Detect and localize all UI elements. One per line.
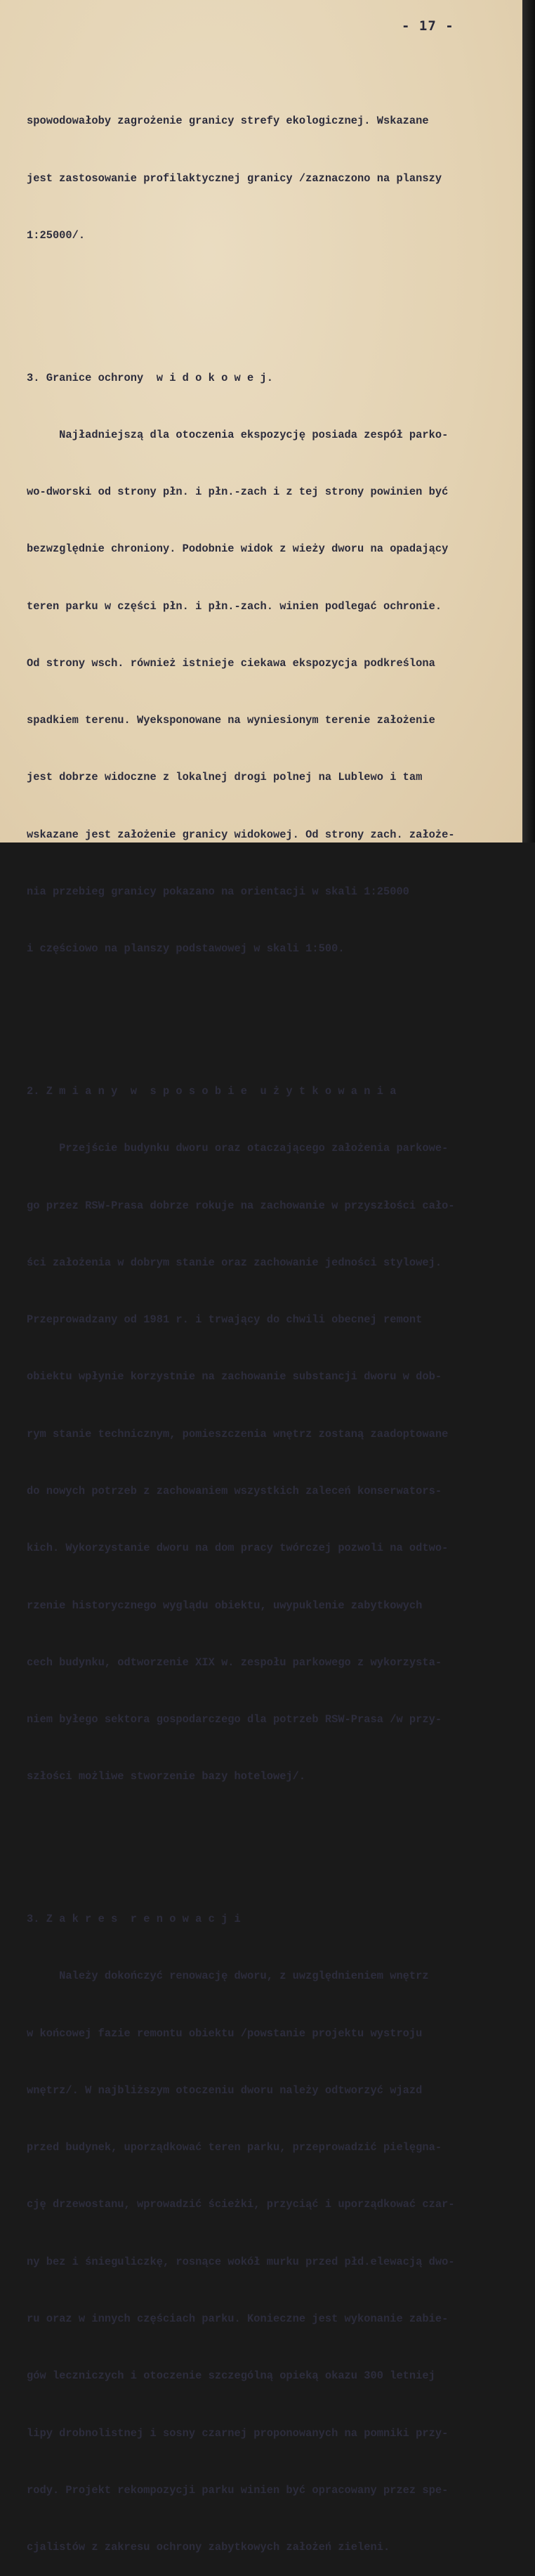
text-line: gów leczniczych i otoczenie szczególną opieką okazu 300 letniej [27,2369,435,2383]
text-line: rody. Projekt rekompozycji parku winien być opracowany przez spe- [27,2483,449,2497]
text-line: spowodowałoby zagrożenie granicy strefy ekologicznej. Wskazane [27,115,429,128]
text-line: szłości możliwe stworzenie bazy hotelowej/. [27,1770,306,1783]
text-line: cjalistów z zakresu ochrony zabytkowych założeń zieleni. [27,2541,390,2554]
text-line: bezwzględnie chroniony. Podobnie widok z wieży dworu na opadający [27,542,449,556]
text-line: ru oraz w innych częściach parku. Konieczne jest wykonanie zabie- [27,2312,449,2325]
text-line: spadkiem terenu. Wyeksponowane na wyniesionym terenie założenie [27,714,435,727]
text-line: wo-dworski od strony płn. i płn.-zach i z tej strony powinien być [27,486,449,499]
text-line: Przeprowadzany od 1981 r. i trwający do chwili obecnej remont [27,1313,423,1327]
text-line: ści założenia w dobrym stanie oraz zachowanie jedności stylowej. [27,1256,442,1269]
text-line: Przejście budynku dworu oraz otaczającego założenia parkowe- [27,1142,449,1155]
text-line: jest zastosowanie profilaktycznej granicy /zaznaczono na planszy [27,171,442,185]
text-line: Od strony wsch. również istnieje ciekawa ekspozycja podkreślona [27,656,435,670]
text-line: wnętrz/. W najbliższym otoczeniu dworu należy odtworzyć wjazd [27,2083,423,2097]
text-line: wskazane jest założenie granicy widokowej. Od strony zach. założe- [27,828,455,841]
text-line: w końcowej fazie remontu obiektu /powstanie projektu wystroju [27,2027,423,2040]
text-line: rym stanie technicznym, pomieszczenia wnętrz zostaną zaadoptowane [27,1427,449,1440]
text-line: 1:25000/. [27,228,86,242]
document-body [27,55,518,2576]
text-line: teren parku w części płn. i płn.-zach. winien podlegać ochronie. [27,599,442,613]
page-edge-shadow [522,0,535,843]
text-line: przed budynek, uporządkować teren parku, przeprowadzić pielęgna- [27,2141,442,2154]
text-line: Najładniejszą dla otoczenia ekspozycję posiada zespół parko- [27,428,449,441]
text-line: do nowych potrzeb z zachowaniem wszystkich zaleceń konserwators- [27,1484,442,1497]
text-line: lipy drobnolistnej i sosny czarnej proponowanych na pomniki przy- [27,2426,449,2440]
section-heading: 2. Z m i a n y w s p o s o b i e u ż y t k o w a n i a [27,1084,397,1098]
text-line: niem byłego sektora gospodarczego dla potrzeb RSW-Prasa /w przy- [27,1713,442,1726]
text-line: rzenie historycznego wyglądu obiektu, uwypuklenie zabytkowych [27,1599,423,1612]
text-line: nia przebieg granicy pokazano na orientacji w skali 1:25000 [27,885,409,899]
text-line: go przez RSW-Prasa dobrze rokuje na zachowanie w przyszłości cało- [27,1199,455,1212]
text-line: kich. Wykorzystanie dworu na dom pracy twórczej pozwoli na odtwo- [27,1542,449,1555]
page-number: - 17 - [402,18,454,34]
text-line: obiektu wpłynie korzystnie na zachowanie substancji dworu w dob- [27,1370,442,1384]
text-line: i częściowo na planszy podstawowej w skali 1:500. [27,942,345,956]
text-line: ny bez i śnieguliczkę, rosnące wokół murku przed płd.elewacją dwo- [27,2255,455,2268]
section-heading: 3. Z a k r e s r e n o w a c j i [27,1913,241,1925]
text-line: cję drzewostanu, wprowadzić ścieżki, przyciąć i uporządkować czar- [27,2198,455,2211]
text-line: cech budynku, odtworzenie XIX w. zespołu parkowego z wykorzysta- [27,1655,442,1669]
text-line: jest dobrze widoczne z lokalnej drogi polnej na Lublewo i tam [27,771,423,784]
text-line: Należy dokończyć renowację dworu, z uwzględnieniem wnętrz [27,1970,429,1983]
section-heading: 3. Granice ochrony w i d o k o w e j. [27,371,273,384]
